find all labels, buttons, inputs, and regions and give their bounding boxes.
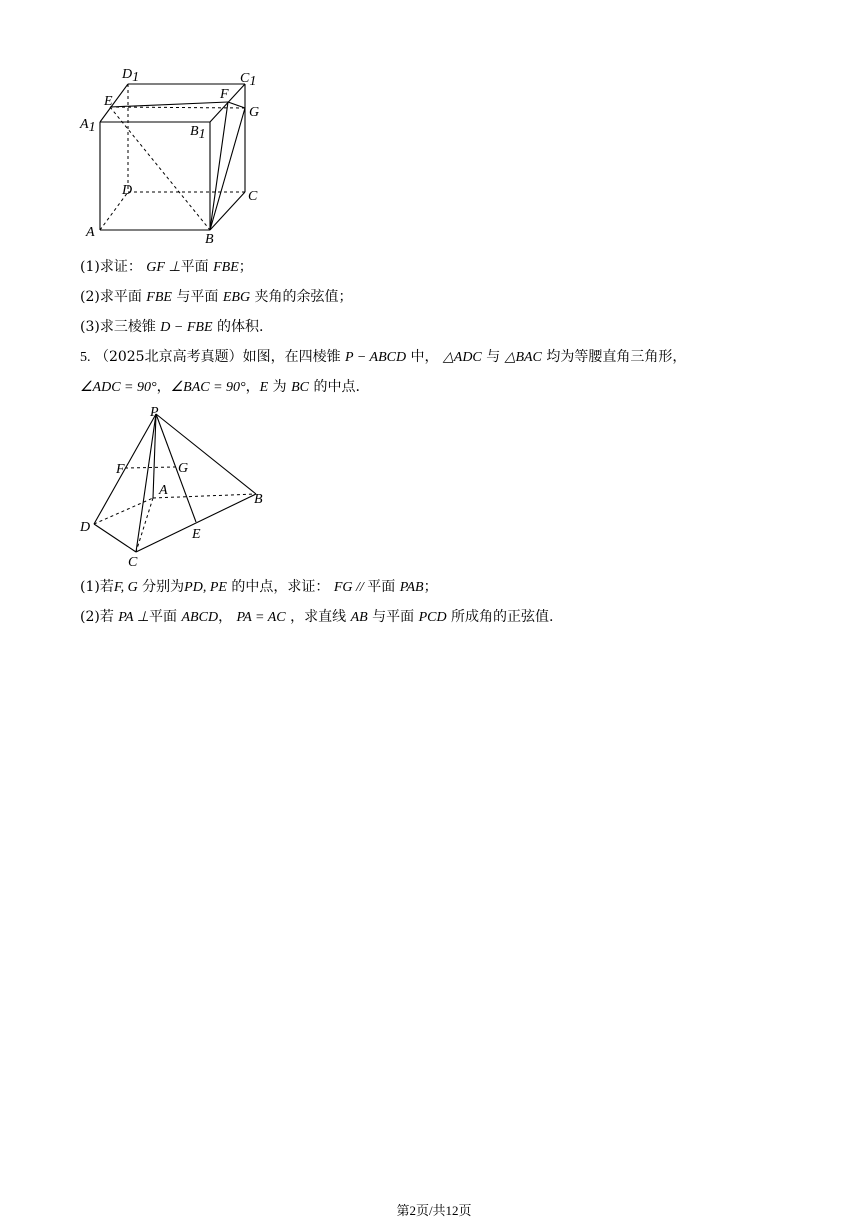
label-D2: D: [80, 520, 91, 535]
label-C: C: [248, 189, 258, 204]
label-E2: E: [192, 527, 201, 542]
label-A2: A: [159, 483, 168, 498]
label-B1: B1: [190, 124, 206, 142]
cube-figure: [70, 60, 280, 250]
q4-part2: (2)求平面 FBE 与平面 EBG 夹角的余弦值；: [80, 289, 353, 305]
label-A: A: [86, 225, 95, 240]
label-C1: C1: [240, 71, 257, 89]
label-A1: A1: [80, 117, 96, 135]
page-footer: 第2页/共12页: [396, 1203, 472, 1218]
label-E: E: [104, 94, 113, 109]
label-F2: F: [116, 462, 125, 477]
q5-stem-line1: 5. （2025北京高考真题）如图，在四棱锥 P − ABCD 中， △ADC 与 △BAC 均为等腰直角三角形，: [80, 349, 687, 365]
label-C2: C: [128, 555, 138, 570]
label-P: P: [150, 405, 159, 420]
label-D1: D1: [122, 67, 140, 85]
q5-part1: (1)若F, G 分别为PD, PE 的中点，求证： FG // 平面 PAB；: [80, 579, 438, 595]
label-B2: B: [254, 492, 263, 507]
label-D: D: [122, 183, 133, 198]
q5-stem-line2: ∠ADC = 90°，∠BAC = 90°，E 为 BC 的中点.: [80, 379, 360, 395]
pyramid-figure: [70, 400, 280, 570]
q5-part2: (2)若 PA ⊥平面 ABCD， PA = AC ，求直线 AB 与平面 PCD 所成角的正弦值.: [80, 609, 554, 625]
q4-part3: (3)求三棱锥 D − FBE 的体积.: [80, 319, 264, 335]
label-G2: G: [178, 461, 189, 476]
label-B: B: [205, 232, 214, 247]
q4-part1: (1)求证： GF ⊥平面 FBE；: [80, 259, 253, 275]
label-F: F: [220, 87, 229, 102]
label-G: G: [249, 105, 260, 120]
